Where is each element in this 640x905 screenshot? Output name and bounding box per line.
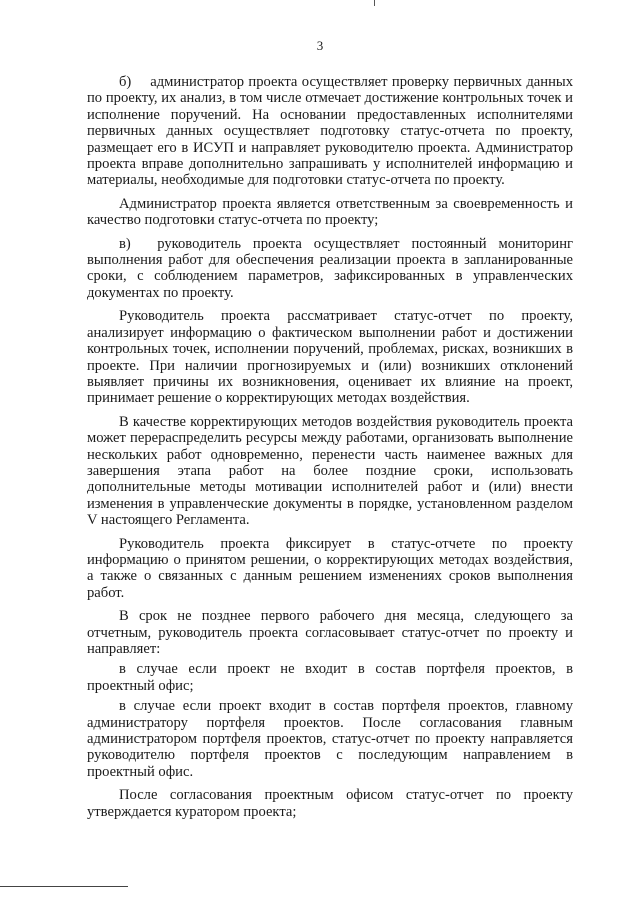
paragraph-b: б) администратор проекта осуществляет проверку первичных данных по проекту, их анализ, в том числе отмечает достижение контрольных точек и исполнение поручений. На основании предоставленных исполнителями первичных данных осуществляет подготовку статус-отчета по проекту, размещает его в ИСУП и направляет руководителю проекта. Администратор проекта вправе дополнительно запрашивать у исполнителей информацию и материалы, необходимые для подготовки статус-отчета по проекту.	[87, 74, 573, 189]
paragraph-deadline: В срок не позднее первого рабочего дня месяца, следующего за отчетным, руководитель проекта согласовывает статус-отчет по проекту и направляет:	[87, 608, 573, 657]
paragraph-approval: После согласования проектным офисом статус-отчет по проекту утверждается куратором проекта;	[87, 787, 573, 820]
paragraph-manager-records: Руководитель проекта фиксирует в статус-отчете по проекту информацию о принятом решении, о корректирующих методах воздействия, а также о связанных с данным решением изменениях сроков выполнения работ.	[87, 535, 573, 601]
scan-mark	[374, 0, 375, 6]
footnote-divider	[0, 886, 128, 887]
paragraph-corrective-methods: В качестве корректирующих методов воздействия руководитель проекта может перераспределить ресурсы между работами, организовать выполнение нескольких работ одновременно, перенести часть наименее важных для завершения этапа работ на более поздние сроки, использовать дополнительные методы мотивации исполнителей работ и (или) внести изменения в управленческие документы в порядке, установленном разделом V настоящего Регламента.	[87, 413, 573, 529]
paragraph-case-not-in-portfolio: в случае если проект не входит в состав портфеля проектов, в проектный офис;	[87, 661, 573, 694]
paragraph-admin-responsibility: Администратор проекта является ответственным за своевременность и качество подготовки статус-отчета по проекту;	[87, 195, 573, 229]
paragraph-manager-review: Руководитель проекта рассматривает статус-отчет по проекту, анализирует информацию о фактическом выполнении работ и достижении контрольных точек, исполнении поручений, проблемах, рисках, возникших в проекте. При наличии прогнозируемых и (или) возникших отклонений выявляет причины их возникновения, оценивает их влияние на проект, принимает решение о корректирующих методах воздействия.	[87, 308, 573, 407]
paragraph-v: в) руководитель проекта осуществляет постоянный мониторинг выполнения работ для обеспечения реализации проекта в запланированные сроки, с соблюдением параметров, зафиксированных в управленческих документах по проекту.	[87, 235, 573, 301]
page-number: 3	[316, 38, 324, 53]
paragraph-case-in-portfolio: в случае если проект входит в состав портфеля проектов, главному администратору портфеля проектов. После согласования главным администратором портфеля проектов, статус-отчет по проекту направляется руководителю портфеля проектов с последующим направлением в проектный офис.	[87, 698, 573, 780]
document-body	[87, 74, 573, 827]
